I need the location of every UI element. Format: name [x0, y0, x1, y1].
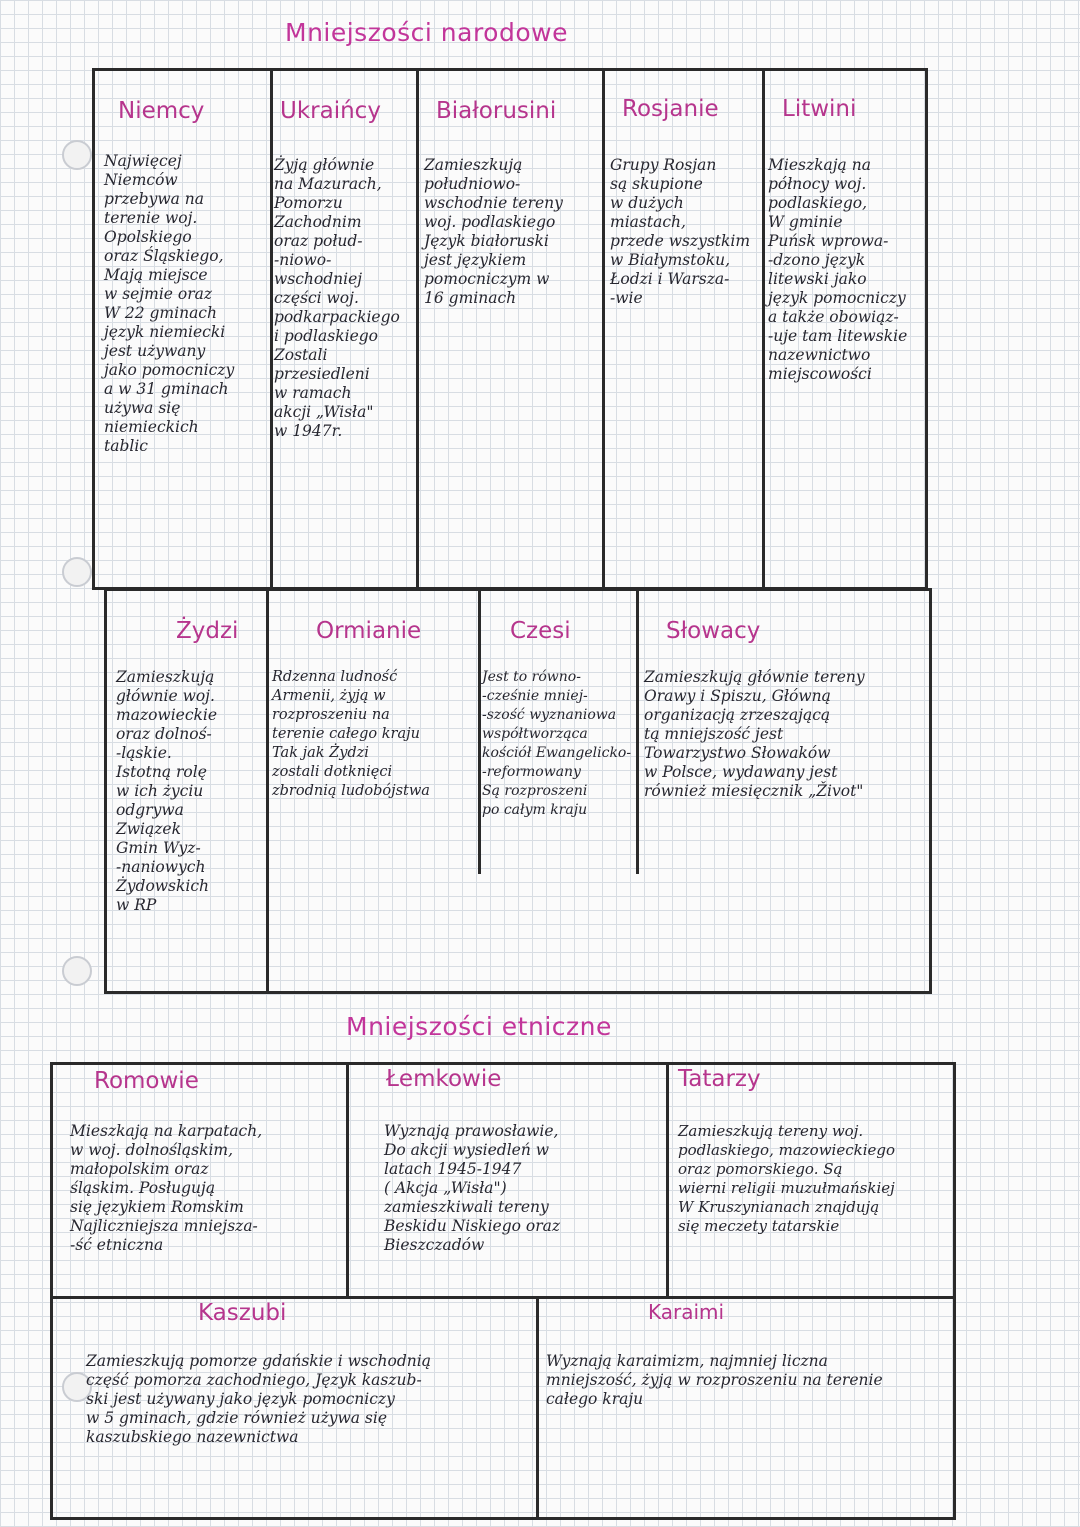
- heading-slowacy: Słowacy: [666, 618, 761, 644]
- text-rosjanie: Grupy Rosjan są skupione w dużych miastach, przede wszystkim w Białymstoku, Łodzi i Warsza- -wie: [610, 156, 751, 307]
- heading-niemcy: Niemcy: [118, 98, 205, 124]
- heading-lemkowie: Łemkowie: [386, 1066, 502, 1092]
- column-divider: [266, 588, 269, 994]
- text-lemkowie: Wyznają prawosławie, Do akcji wysiedleń w latach 1945-1947 ( Akcja „Wisła") zamieszkiwali tereny Beskidu Niskiego oraz Bieszczadów: [384, 1122, 561, 1254]
- text-ormianie: Rdzenna ludność Armenii, żyją w rozproszeniu na terenie całego kraju Tak jak Żydzi zostali dotknięci zbrodnią ludobójstwa: [272, 669, 430, 799]
- text-romowie: Mieszkają na karpatach, w woj. dolnośląskim, małopolskim oraz śląskim. Posługują się językiem Romskim Najliczniejsza mniejsza- -ść etniczna: [70, 1122, 263, 1254]
- heading-kaszubi: Kaszubi: [198, 1300, 287, 1326]
- heading-litwini: Litwini: [782, 96, 857, 122]
- heading-zydzi: Żydzi: [176, 618, 239, 644]
- heading-tatarzy: Tatarzy: [678, 1066, 761, 1092]
- column-divider: [602, 68, 605, 590]
- page-title-ethnic: Mniejszości etniczne: [346, 1012, 612, 1041]
- punch-hole: [62, 557, 92, 587]
- heading-czesi: Czesi: [510, 618, 571, 644]
- column-divider: [536, 1296, 539, 1520]
- text-karaimi: Wyznają karaimizm, najmniej liczna mniejszość, żyją w rozproszeniu na terenie całego kraju: [546, 1352, 883, 1408]
- column-divider: [270, 68, 273, 590]
- punch-hole: [62, 140, 92, 170]
- heading-karaimi: Karaimi: [648, 1300, 725, 1324]
- text-czesi: Jest to równo- -cześnie mniej- -szość wyznaniowa współtworząca kościół Ewangelicko- -reformowany Są rozproszeni po całym kraju: [482, 669, 632, 818]
- column-divider: [478, 588, 481, 874]
- heading-romowie: Romowie: [94, 1068, 199, 1094]
- text-ukraincy: Żyją głównie na Mazurach, Pomorzu Zachodnim oraz połud- -niowo-wschodniej części woj. podkarpackiego i podlaskiego Zostali przesiedleni w ramach akcji „Wisła" w 1947r.: [274, 156, 400, 440]
- text-slowacy: Zamieszkują głównie tereny Orawy i Spiszu, Główną organizacją zrzeszającą tą mniejszość jest Towarzystwo Słowaków w Polsce, wydawany jest również miesięcznik „Život": [644, 668, 865, 800]
- page-title-national: Mniejszości narodowe: [285, 18, 568, 47]
- heading-ormianie: Ormianie: [316, 618, 422, 644]
- heading-bialorusini: Białorusini: [436, 98, 557, 124]
- column-divider: [346, 1062, 349, 1298]
- punch-hole: [62, 956, 92, 986]
- text-tatarzy: Zamieszkują tereny woj. podlaskiego, mazowieckiego oraz pomorskiego. Są wierni religii muzułmańskiej W Kruszynianach znajdują się meczety tatarskie: [678, 1122, 896, 1235]
- text-kaszubi: Zamieszkują pomorze gdańskie i wschodnią część pomorza zachodniego, Język kaszub- ski jest używany jako język pomocniczy w 5 gminach, gdzie również używa się kaszubskiego nazewnictwa: [86, 1352, 431, 1446]
- text-litwini: Mieszkają na północy woj. podlaskiego, W gminie Puńsk wprowa- -dzono język litewski jako język pomocniczy a także obowiąz- -uje tam litewskie nazewnictwo miejscowości: [768, 156, 908, 383]
- text-zydzi: Zamieszkują głównie woj. mazowieckie oraz dolnoś- -ląskie. Istotną rolę w ich życiu odgrywa Związek Gmin Wyz- -naniowych Żydowskich w RP: [116, 668, 218, 914]
- heading-ukraincy: Ukraińcy: [280, 98, 381, 124]
- row-divider: [50, 1296, 956, 1299]
- column-divider: [666, 1062, 669, 1298]
- text-niemcy: Najwięcej Niemców przebywa na terenie woj. Opolskiego oraz Śląskiego, Mają miejsce w sejmie oraz W 22 gminach język niemiecki jest używany jako pomocniczy a w 31 gminach używa się niemieckich tablic: [104, 152, 235, 455]
- text-bialorusini: Zamieszkują południowo- wschodnie tereny woj. podlaskiego Język białoruski jest językiem pomocniczym w 16 gminach: [424, 156, 563, 307]
- heading-rosjanie: Rosjanie: [622, 96, 719, 122]
- column-divider: [636, 588, 639, 874]
- column-divider: [762, 68, 765, 590]
